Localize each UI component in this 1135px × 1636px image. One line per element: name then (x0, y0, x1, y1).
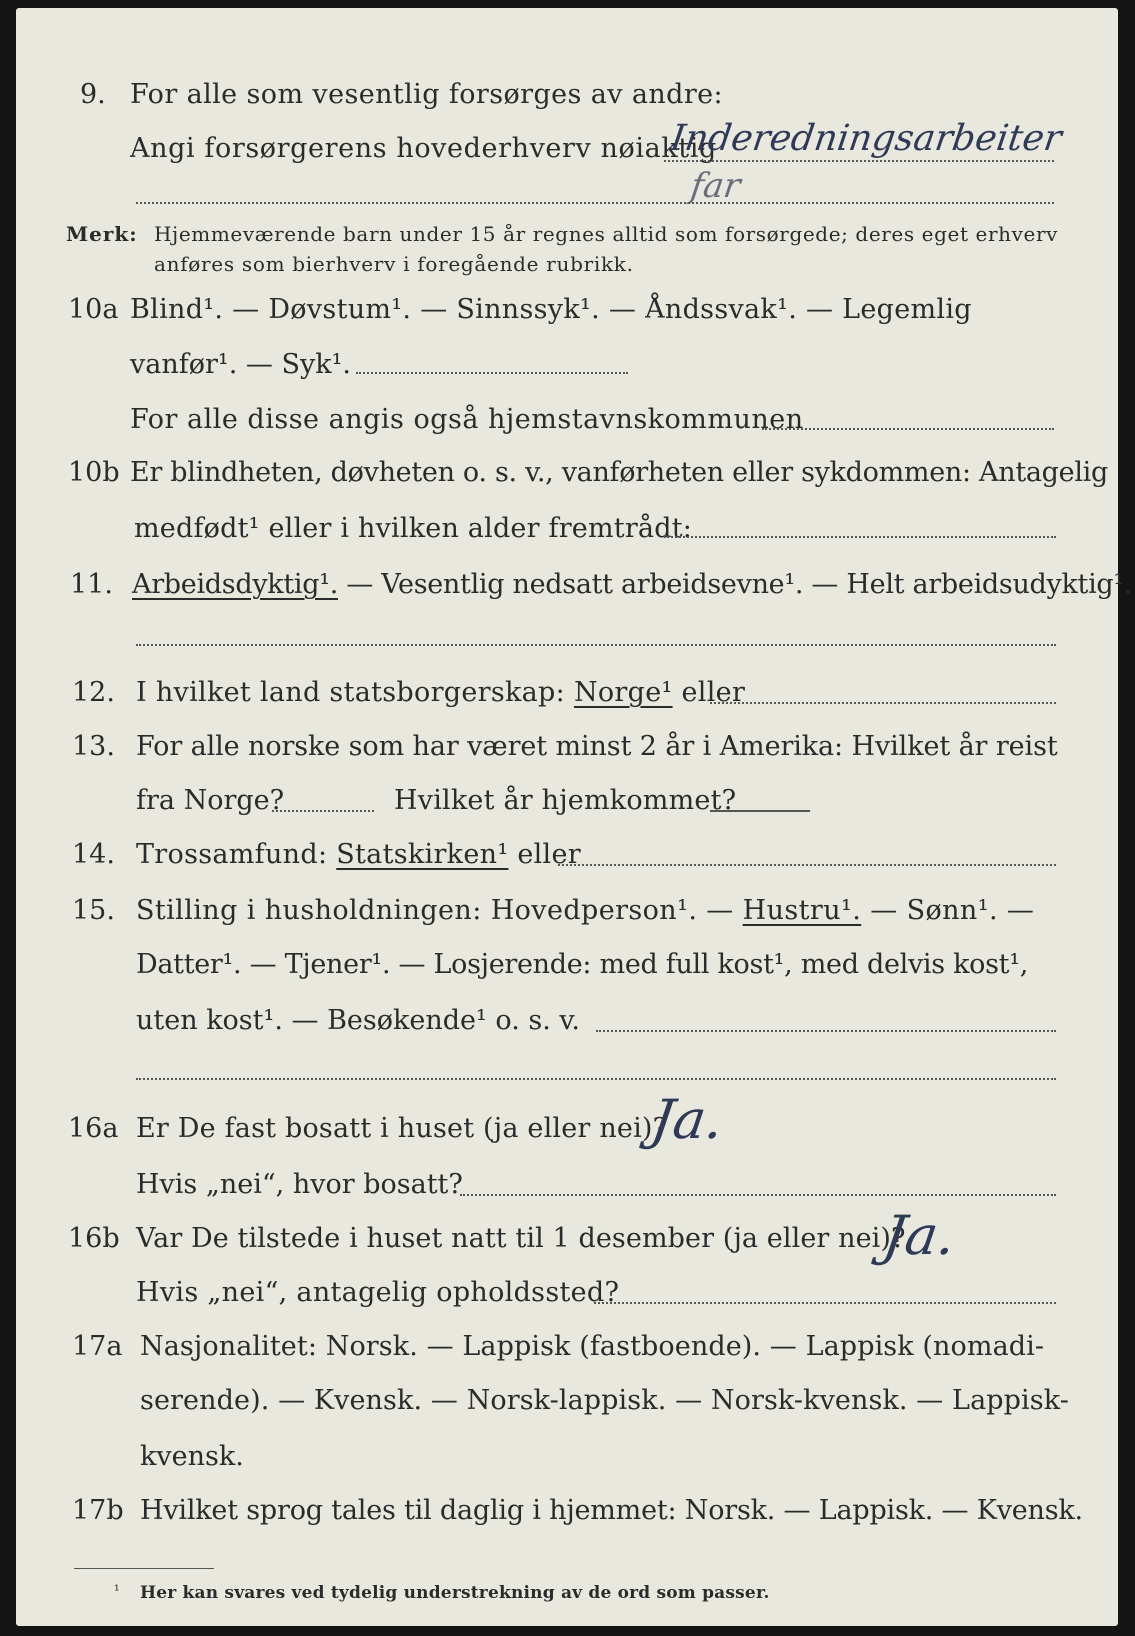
q11-text (132, 568, 1132, 602)
q9-line2: Angi forsørgerens hovederhverv nøiaktig (130, 133, 717, 164)
q14-underlined-answer: Statskirken¹ (336, 839, 509, 870)
q12-underlined-answer: Norge¹ (573, 677, 673, 708)
q13-line2a: fra Norge? (136, 785, 285, 816)
q10b-line2: medfødt¹ eller i hvilken alder fremtrådt: (134, 513, 693, 544)
q16b-line1: Var De tilstede i huset natt til 1 desember (ja eller nei)? (136, 1223, 906, 1254)
q17b-line1: Hvilket sprog tales til daglig i hjemmet: Norsk. — Lappisk. — Kvensk. (140, 1495, 1083, 1526)
q14-rest: eller (517, 839, 581, 870)
q10b-line1: Er blindheten, døvheten o. s. v., vanførheten eller sykdommen: Antagelig (130, 457, 1108, 488)
q15-line1 (136, 894, 1034, 928)
q16a-line (460, 1194, 1056, 1196)
q9-line1: For alle som vesentlig forsørges av andre: (130, 79, 724, 110)
q15-line2: Datter¹. — Tjener¹. — Losjerende: med full kost¹, med delvis kost¹, (136, 949, 1029, 980)
q12-text (136, 676, 745, 710)
q16a-number: 16a (68, 1113, 119, 1144)
q15-line-a (596, 1030, 1056, 1032)
q10b-number: 10b (68, 457, 120, 488)
q16a-handwritten-answer: Ja. (647, 1088, 728, 1151)
q16b-line (594, 1302, 1056, 1304)
q13-right-line (710, 810, 810, 812)
q16a-line1: Er De fast bosatt i huset (ja eller nei)? (136, 1113, 668, 1144)
census-form-page (16, 8, 1133, 1626)
merk-line1: Hjemmeværende barn under 15 år regnes alltid som forsørgede; deres eget erhverv (154, 222, 1059, 246)
footnote-text: Her kan svares ved tydelig understrekning av de ord som passer. (140, 1583, 770, 1603)
q17a-line3: kvensk. (140, 1441, 244, 1472)
q10a-line1: Blind¹. — Døvstum¹. — Sinnssyk¹. — Åndssvak¹. — Legemlig (130, 294, 972, 325)
q10a-number: 10a (68, 294, 119, 325)
q13-line1: For alle norske som har været minst 2 år i Amerika: Hvilket år reist (136, 731, 1058, 762)
q10a-home-line (762, 428, 1054, 430)
q12-number: 12. (72, 677, 115, 708)
q14-number: 14. (72, 839, 115, 870)
q12-rest: eller (681, 677, 746, 708)
q15-line1b: — Sønn¹. — (870, 895, 1035, 926)
q14-line (558, 864, 1056, 866)
q9-handwritten-answer2: far (688, 166, 743, 206)
q9-answer-line-2 (136, 202, 1054, 204)
q15-line1a: Stilling i husholdningen: Hovedperson¹. — (136, 895, 734, 926)
q15-number: 15. (72, 895, 115, 926)
footnote-mark: ¹ (114, 1583, 120, 1599)
q11-line (136, 644, 1056, 646)
q12-line (710, 702, 1056, 704)
q16b-line2: Hvis „nei“, antagelig opholdssted? (136, 1277, 620, 1308)
q10b-line (664, 536, 1056, 538)
footnote-rule (74, 1568, 214, 1569)
q13-line2b: Hvilket år hjemkommet? (394, 785, 737, 816)
q9-answer-line (664, 160, 1054, 162)
q15-underlined-answer: Hustru¹. (742, 895, 862, 926)
q12-question: I hvilket land statsborgerskap: (136, 677, 566, 708)
q16b-handwritten-answer: Ja. (879, 1204, 960, 1267)
q11-rest: — Vesentlig nedsatt arbeidsevne¹. — Helt arbeidsudyktig¹. (338, 569, 1133, 600)
q17a-line2: serende). — Kvensk. — Norsk-lappisk. — Norsk-kvensk. — Lappisk- (140, 1385, 1069, 1416)
merk-line2: anføres som bierhverv i foregående rubrikk. (154, 252, 634, 276)
q16b-number: 16b (68, 1223, 120, 1254)
q13-number: 13. (72, 731, 115, 762)
q9-handwritten-answer: Inderedningsarbeiter (668, 118, 1065, 159)
merk-label: Merk: (66, 222, 138, 246)
q9-number: 9. (80, 79, 106, 110)
q14-question: Trossamfund: (136, 839, 328, 870)
q15-line-b (136, 1078, 1056, 1080)
q10a-sick-line (356, 372, 628, 374)
q15-line3: uten kost¹. — Besøkende¹ o. s. v. (136, 1005, 581, 1036)
q10a-line2: vanfør¹. — Syk¹. (130, 349, 351, 380)
q17a-line1: Nasjonalitet: Norsk. — Lappisk (fastboende). — Lappisk (nomadi- (140, 1331, 1045, 1362)
q17b-number: 17b (72, 1495, 124, 1526)
q10a-line3: For alle disse angis også hjemstavnskommunen (130, 404, 804, 435)
q13-left-line (272, 810, 374, 812)
q14-text (136, 838, 581, 872)
q11-underlined-answer: Arbeidsdyktig¹. (132, 569, 339, 600)
q16a-line2: Hvis „nei“, hvor bosatt? (136, 1169, 463, 1200)
q17a-number: 17a (72, 1331, 123, 1362)
q11-number: 11. (70, 569, 113, 600)
